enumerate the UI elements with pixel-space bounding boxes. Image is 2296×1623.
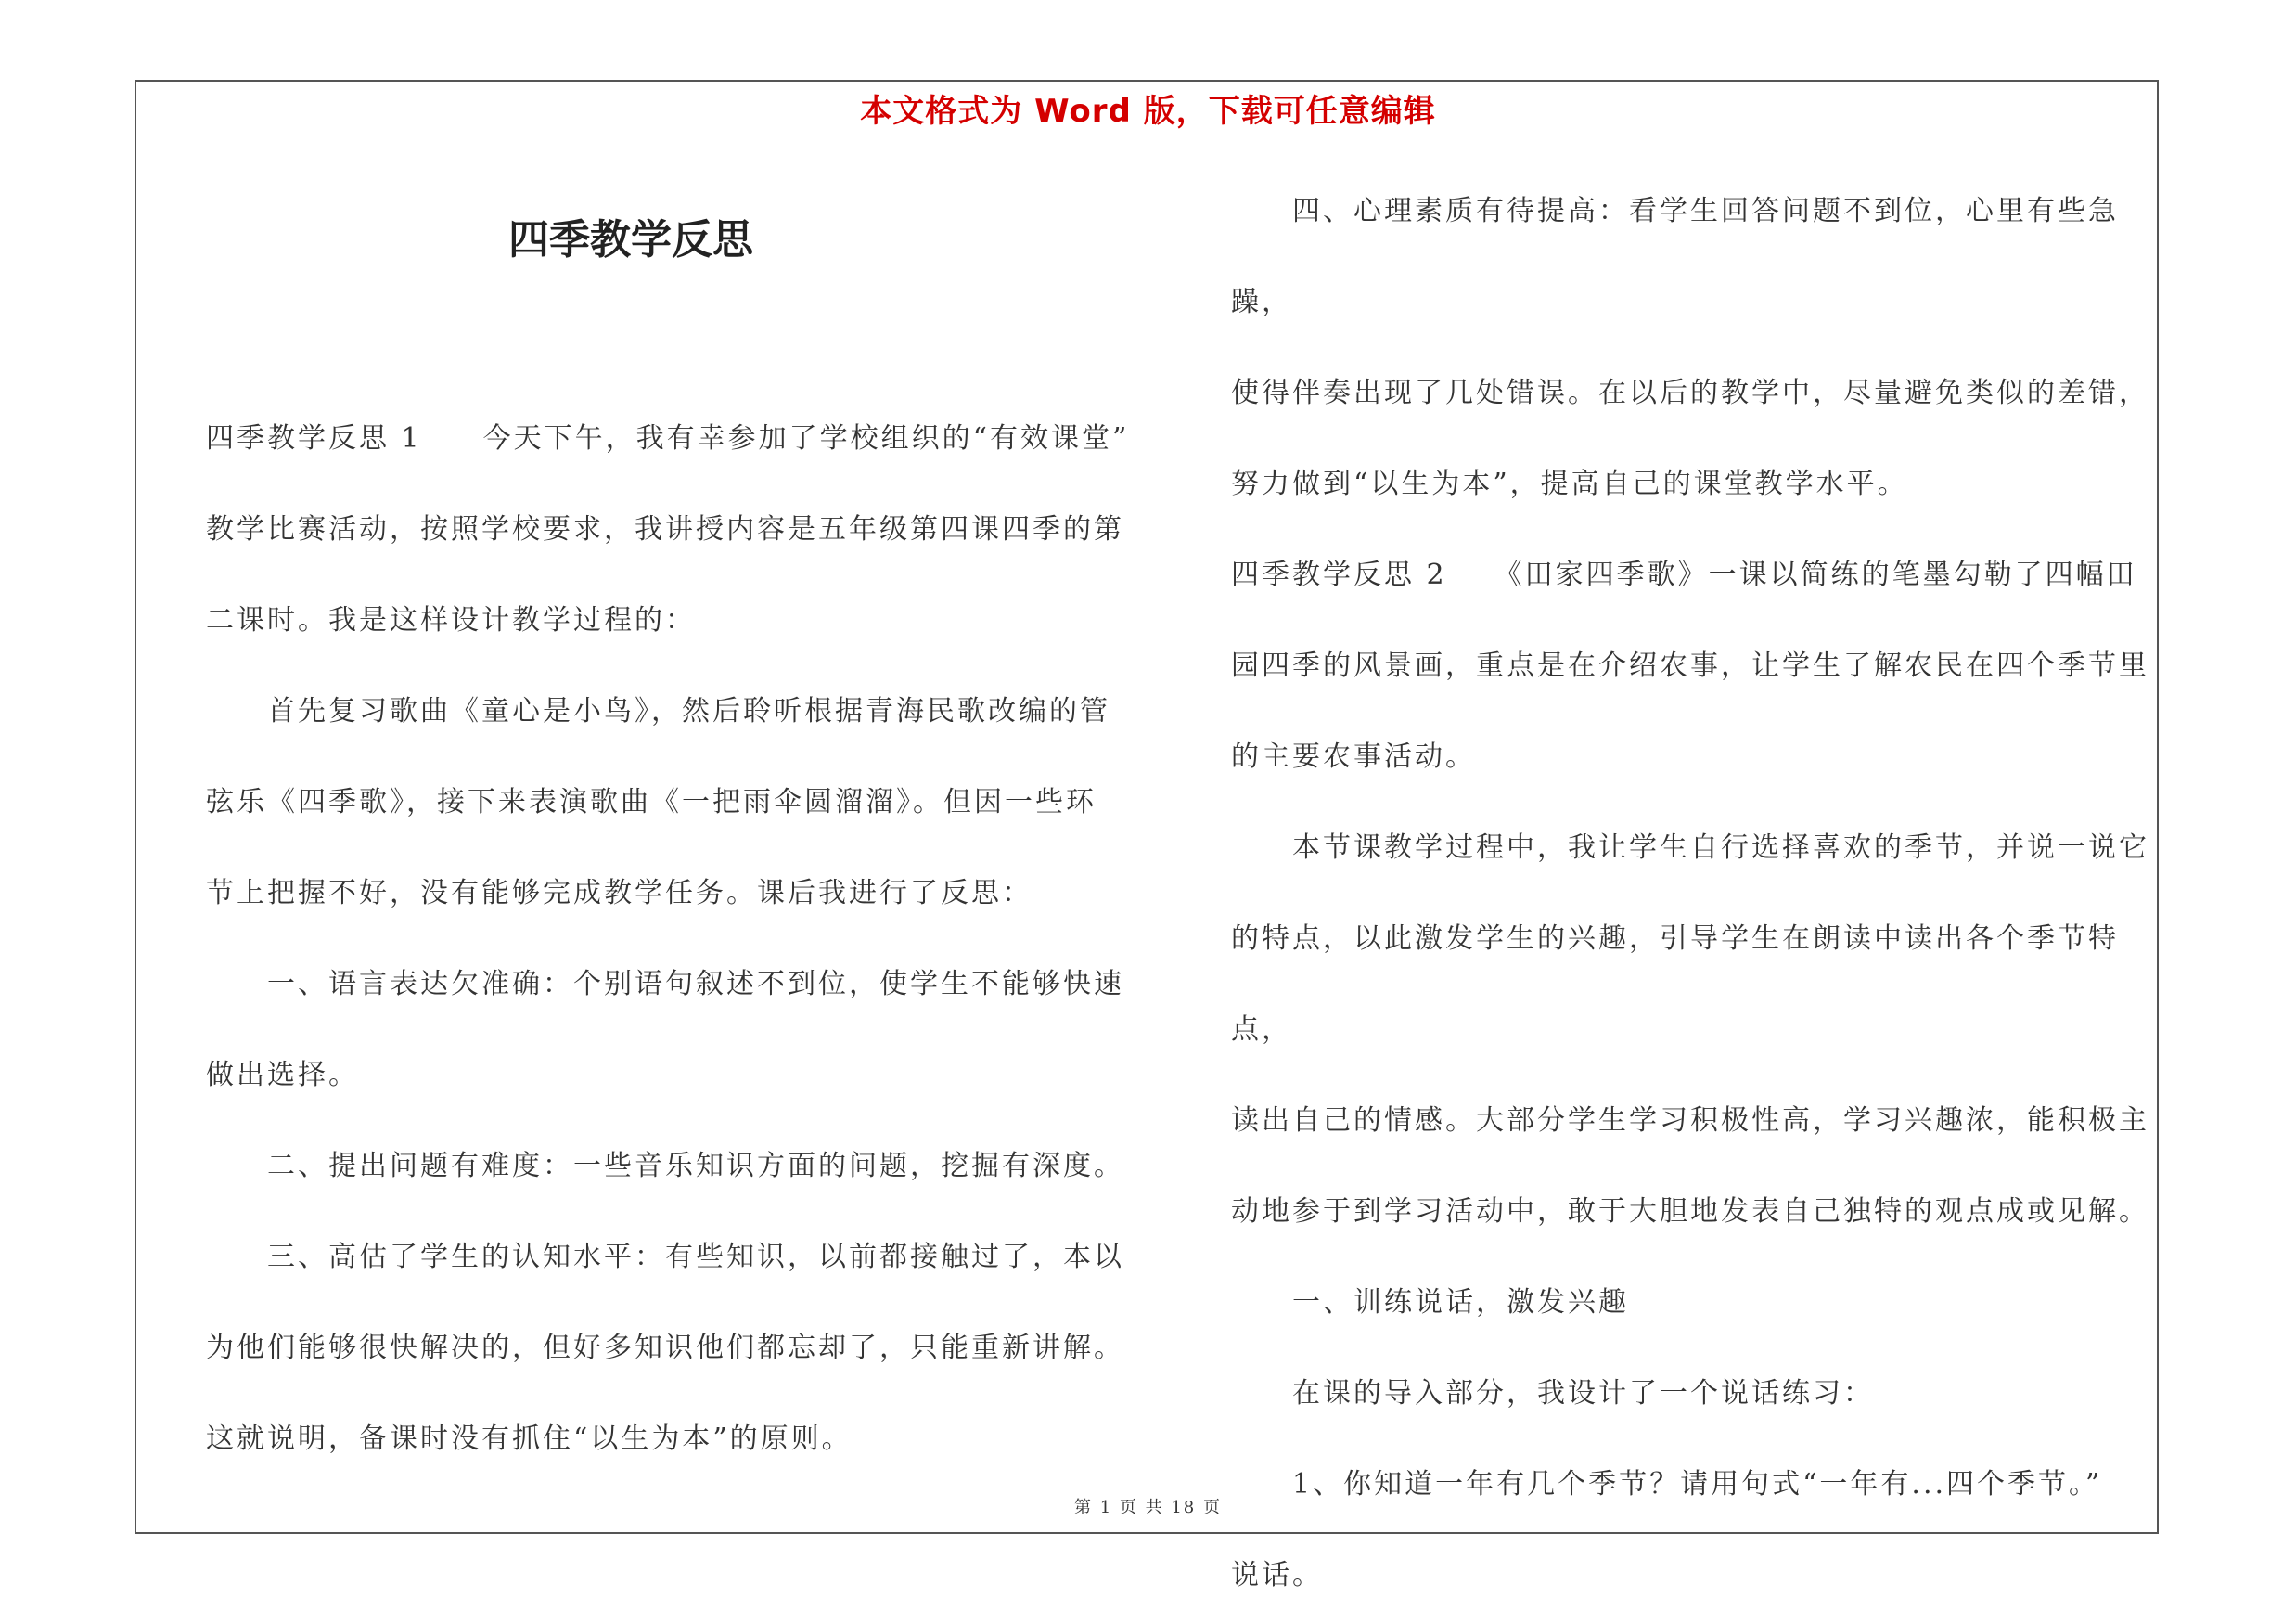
text-line: 努力做到“以生为本”，提高自己的课堂教学水平。 [1231, 468, 1908, 500]
text-line: 的特点，以此激发学生的兴趣，引导学生在朗读中读出各个季节特点， [1231, 922, 2119, 1046]
text-line: 二课时。我是这样设计教学过程的： [206, 604, 696, 637]
text-line: 动地参于到学习活动中，敢于大胆地发表自己独特的观点成或见解。 [1231, 1195, 2149, 1228]
text-line: 做出选择。 [206, 1059, 359, 1091]
text-line: 这就说明，备课时没有抓住“以生为本”的原则。 [206, 1423, 853, 1455]
text-line: 使得伴奏出现了几处错误。在以后的教学中，尽量避免类似的差错， [1231, 377, 2149, 409]
left-column [206, 393, 1152, 1485]
text-line: 一、语言表达欠准确：个别语句叙述不到位，使学生不能够快速 [267, 968, 1124, 1000]
right-column [1231, 166, 2177, 1621]
text-line: 的主要农事活动。 [1231, 741, 1476, 773]
text-line: 四季教学反思 2 《田家四季歌》一课以简练的笔墨勾勒了四幅田 [1231, 559, 2137, 591]
text-line: 读出自己的情感。大部分学生学习积极性高，学习兴趣浓，能积极主 [1231, 1104, 2149, 1137]
text-line: 四季教学反思 1 今天下午，我有幸参加了学校组织的“有效课堂” [206, 422, 1130, 455]
text-line: 三、高估了学生的认知水平：有些知识，以前都接触过了，本以 [267, 1241, 1124, 1273]
text-line: 四、心理素质有待提高：看学生回答问题不到位，心里有些急躁， [1231, 195, 2119, 318]
document-title: 四季教学反思 [508, 216, 753, 264]
text-line: 节上把握不好，没有能够完成教学任务。课后我进行了反思： [206, 877, 1033, 909]
text-line: 一、训练说话，激发兴趣 [1292, 1286, 1629, 1319]
word-format-banner: 本文格式为 Word 版，下载可任意编辑 [860, 93, 1436, 130]
text-line: 二、提出问题有难度：一些音乐知识方面的问题，挖掘有深度。 [267, 1150, 1124, 1182]
text-line: 园四季的风景画，重点是在介绍农事，让学生了解农民在四个季节里 [1231, 650, 2149, 682]
page-number-footer: 第 1 页 共 18 页 [1074, 1498, 1222, 1517]
text-line: 在课的导入部分，我设计了一个说话练习： [1292, 1377, 1874, 1410]
text-line: 1、你知道一年有几个季节？请用句式“一年有...四个季节。” [1292, 1468, 2103, 1501]
text-line: 教学比赛活动，按照学校要求，我讲授内容是五年级第四课四季的第 [206, 513, 1124, 546]
text-line: 首先复习歌曲《童心是小鸟》，然后聆听根据青海民歌改编的管 [267, 695, 1110, 728]
text-line: 说话。 [1231, 1559, 1323, 1591]
text-line: 本节课教学过程中，我让学生自行选择喜欢的季节，并说一说它 [1292, 831, 2149, 864]
text-line: 为他们能够很快解决的，但好多知识他们都忘却了，只能重新讲解。 [206, 1332, 1124, 1364]
text-line: 弦乐《四季歌》，接下来表演歌曲《一把雨伞圆溜溜》。但因一些环 [206, 786, 1097, 818]
